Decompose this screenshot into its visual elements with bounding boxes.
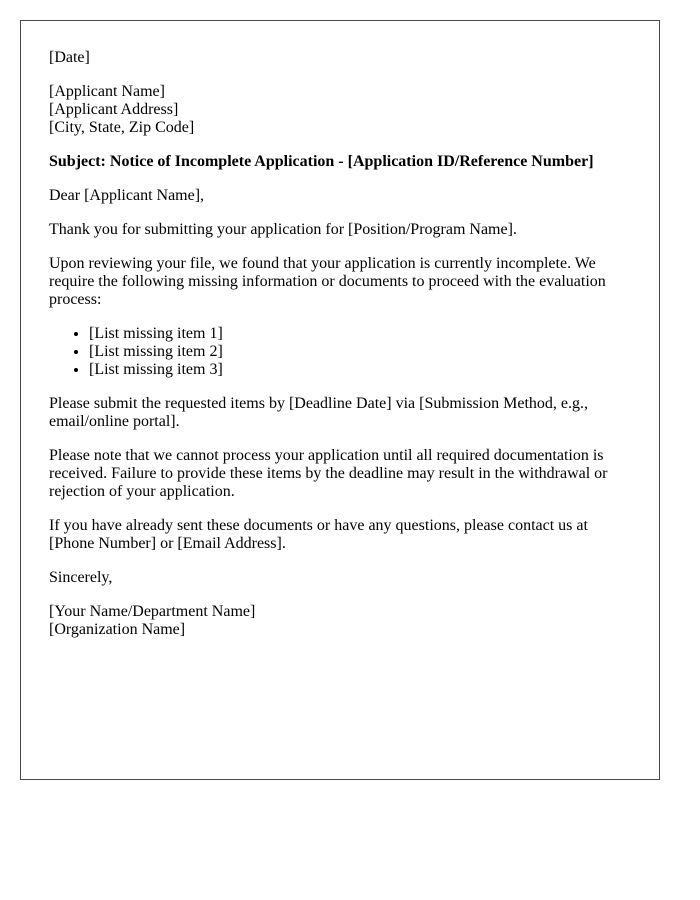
recipient-city-state-zip: [City, State, Zip Code]	[49, 119, 195, 136]
list-item: • [List missing item 2]	[89, 343, 631, 361]
signature-block	[49, 603, 631, 639]
letter-subject: Subject: Notice of Incomplete Application - [Application ID/Reference Number]	[49, 153, 594, 170]
letter-closing: Sincerely,	[49, 569, 113, 586]
signature-organization: [Organization Name]	[49, 621, 186, 638]
missing-items-list	[49, 325, 631, 379]
letter-salutation: Dear [Applicant Name],	[49, 187, 205, 204]
recipient-name: [Applicant Name]	[49, 83, 165, 100]
list-item: • [List missing item 3]	[89, 361, 631, 379]
signature-name-department: [Your Name/Department Name]	[49, 603, 256, 620]
letter-page	[20, 20, 660, 780]
paragraph-contact: If you have already sent these documents or have any questions, please contact us at [Phone Number] or [Email Address].	[49, 517, 588, 552]
recipient-address: [Applicant Address]	[49, 101, 179, 118]
recipient-block	[49, 83, 631, 137]
paragraph-submission-request: Please submit the requested items by [Deadline Date] via [Submission Method, e.g., email/online portal].	[49, 395, 588, 430]
letter-date: [Date]	[49, 49, 90, 66]
list-item: • [List missing item 1]	[89, 325, 631, 343]
paragraph-processing-warning: Please note that we cannot process your application until all required documentation is received. Failure to provide these items by the deadline may result in the withdrawal or rejection of your application.	[49, 447, 608, 500]
paragraph-incomplete-notice: Upon reviewing your file, we found that your application is currently incomplete. We require the following missing information or documents to proceed with the evaluation process:	[49, 255, 606, 308]
paragraph-thank-you: Thank you for submitting your application for [Position/Program Name].	[49, 221, 517, 238]
